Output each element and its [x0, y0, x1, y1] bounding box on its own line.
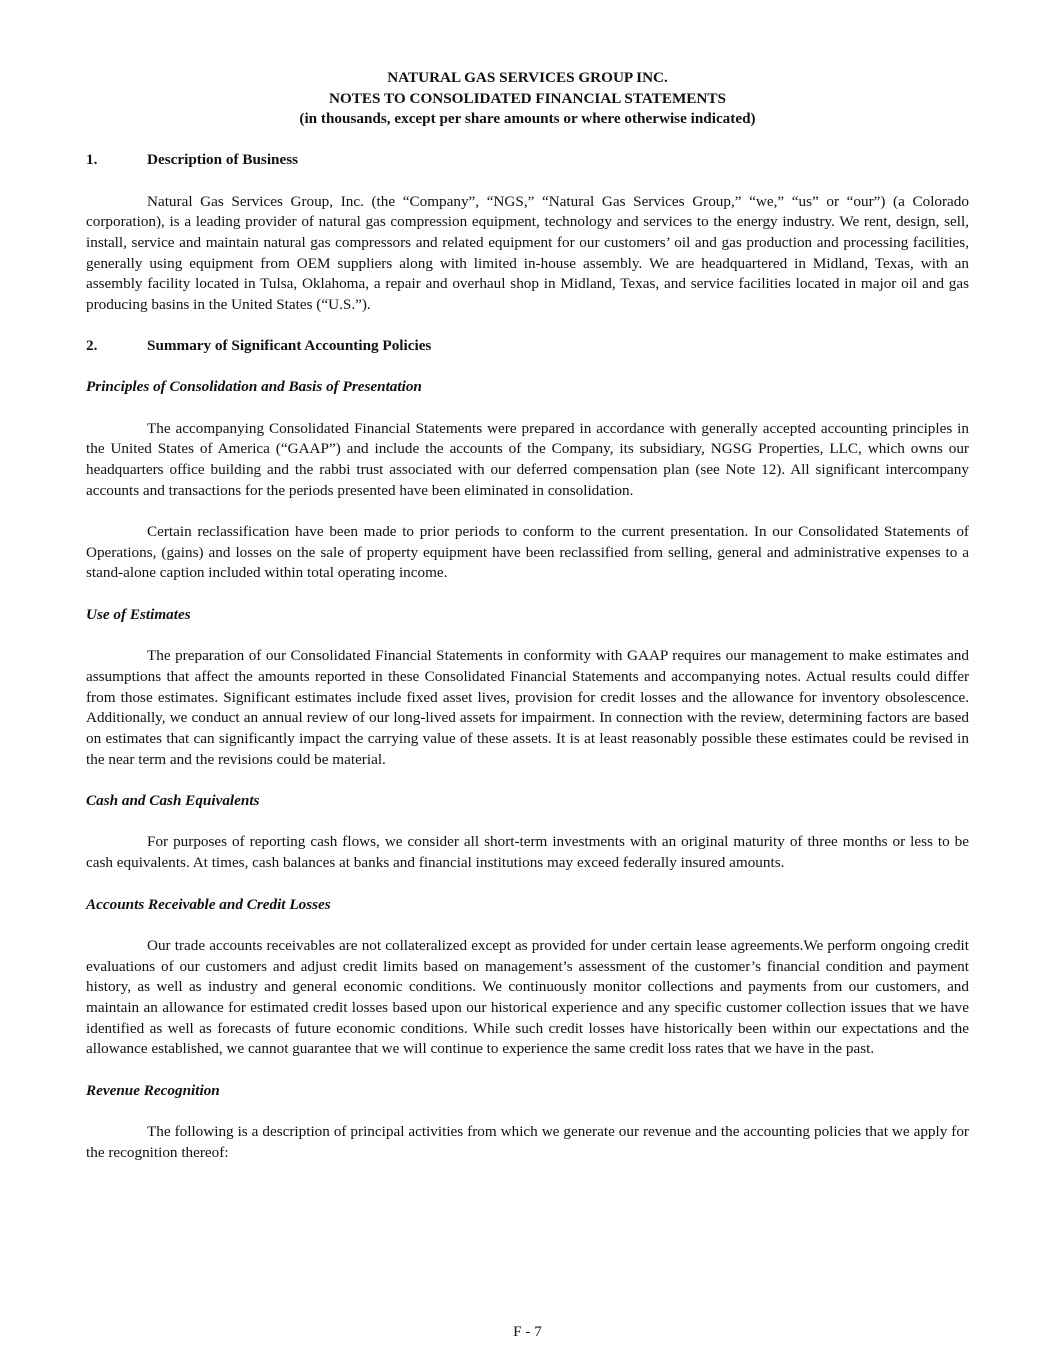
paragraph-reclassification: Certain reclassification have been made to prior periods to conform to the current presentation. In our Consolidated Statements of Operations, (gains) and losses on the sale of property equipment have been reclassified from selling, general and administrative expenses to a stand-alone caption included within total operating income. — [86, 523, 969, 582]
page-number: F - 7 — [513, 1323, 542, 1340]
subheading-revenue-recognition: Revenue Recognition — [86, 1081, 220, 1099]
document-page — [86, 68, 969, 1164]
section-heading-accounting-policies — [86, 336, 969, 357]
subheading-use-of-estimates: Use of Estimates — [86, 605, 191, 623]
section-title: Description of Business — [147, 151, 299, 169]
paragraph-principles-of-consolidation: The accompanying Consolidated Financial Statements were prepared in accordance with generally accepted accounting principles in the United States of America (“GAAP”) and include the accounts of the Company, its subsidiary, NGSG Properties, LLC, which owns our headquarters office building and the rabbi trust associated with our deferred compensation plan (see Note 12). All significant intercompany accounts and transactions for the periods presented have been eliminated in consolidation. — [86, 419, 969, 499]
subheading-principles-of-consolidation: Principles of Consolidation and Basis of Presentation — [86, 378, 422, 396]
subheading-accounts-receivable: Accounts Receivable and Credit Losses — [86, 895, 331, 913]
document-subtitle: (in thousands, except per share amounts or where otherwise indicated) — [299, 110, 756, 128]
company-name: NATURAL GAS SERVICES GROUP INC. — [387, 69, 668, 86]
document-header — [86, 68, 969, 130]
paragraph-use-of-estimates: The preparation of our Consolidated Financial Statements in conformity with GAAP requires our management to make estimates and assumptions that affect the amounts reported in these Consolidated Financial Statements and accompanying notes. Actual results could differ from those estimates. Significant estimates include fixed asset lives, provision for credit losses and the allowance for inventory obsolescence. Additionally, we conduct an annual review of our long-lived assets for impairment. In connection with the review, determining factors are based on estimates that can significantly impact the carrying value of these assets. It is at least reasonably possible these estimates could be revised in the near term and the revisions could be material. — [86, 647, 969, 768]
section-heading-description-of-business — [86, 150, 969, 171]
paragraph-cash-equivalents: For purposes of reporting cash flows, we consider all short-term investments with an original maturity of three months or less to be cash equivalents. At times, cash balances at banks and financial institutions may exceed federally insured amounts. — [86, 833, 969, 872]
paragraph-accounts-receivable: Our trade accounts receivables are not collateralized except as provided for under certain lease agreements.We perform ongoing credit evaluations of our customers and adjust credit limits based on management’s assessment of the customer’s financial condition and payment history, as well as industry and general economic conditions. We continuously monitor collections and payments from our customers, and maintain an allowance for estimated credit losses based upon our historical experience and any specific customer collection issues that we have identified as well as forecasts of future economic conditions. While such credit losses have historically been within our expectations and the allowance established, we cannot guarantee that we will continue to experience the same credit loss rates that we have in the past. — [86, 936, 969, 1058]
document-title: NOTES TO CONSOLIDATED FINANCIAL STATEMENTS — [329, 89, 726, 107]
paragraph-description-of-business: Natural Gas Services Group, Inc. (the “Company”, “NGS,” “Natural Gas Services Group,” “we,” “us” or “our”) (a Colorado corporation), is a leading provider of natural gas compression equipment, technology and services to the energy industry. We rent, design, sell, install, service and maintain natural gas compressors and related equipment for our customers’ oil and gas production and processing facilities, generally using equipment from OEM suppliers along with limited in-house assembly. We are headquartered in Midland, Texas, with an assembly facility located in Tulsa, Oklahoma, a repair and overhaul shop in Midland, Texas, and service facilities located in major oil and gas producing basins in the United States (“U.S.”). — [86, 192, 969, 314]
subheading-cash-equivalents: Cash and Cash Equivalents — [86, 792, 260, 810]
section-title: Summary of Significant Accounting Policies — [147, 336, 432, 354]
section-number: 2. — [86, 336, 98, 354]
section-number: 1. — [86, 151, 98, 169]
paragraph-revenue-recognition: The following is a description of principal activities from which we generate our revenue and the accounting policies that we apply for the recognition thereof: — [86, 1123, 969, 1161]
